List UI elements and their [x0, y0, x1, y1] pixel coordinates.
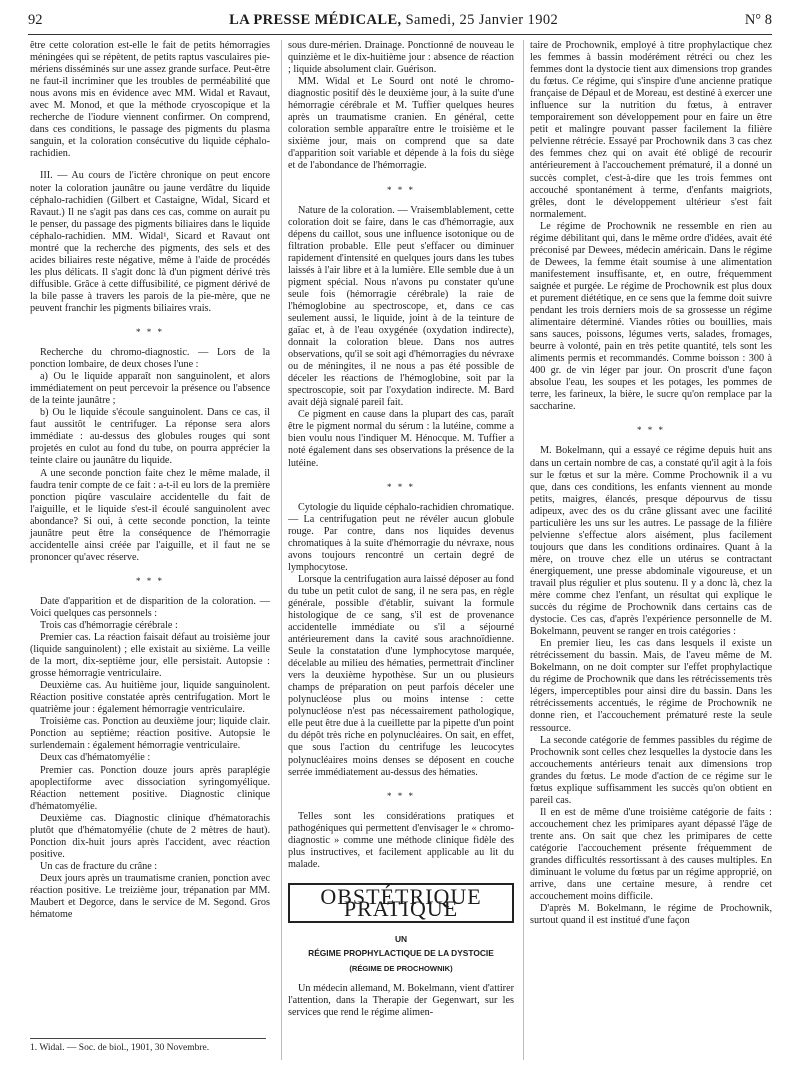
paragraph: Premier cas. Ponction douze jours après paraplégie apoplectiforme avec dissociation syringomyélique. Réaction nettement positive. Diagnostic clinique d'hématomyélie. [30, 764, 270, 812]
subsection-heading: Cytologie du liquide céphalo-rachidien chromatique. — La centrifugation peut ne révéler aucun globule rouge. Par contre, dans nos liquides devenus chromatiques à la suite d'hémorragie du névraxe, nous avons toujours rencontré un certain degré de lymphocytose. [288, 501, 514, 573]
paragraph: Deux cas d'hématomyélie : [40, 752, 151, 764]
paragraph: A une seconde ponction faite chez le même malade, il faudra tenir compte de ce fait : a-t-il eu lors de la première ponction piqûre vasculaire accidentelle du fait de l'aiguille, et le liquide s'est-il écoulé sanguinolent avec abondance? Si oui, à cette seconde ponction, la teinte jaunâtre peut être la conséquence de l'hémorragie accidentelle ainsi créée par l'aiguille, et il faut ne se prononcer qu'avec réserve. [30, 467, 270, 563]
section-banner: OBSTÉTRIQUE PRATIQUE [288, 883, 514, 923]
section-separator: * * * [637, 425, 665, 436]
paragraph: Troisième cas. Ponction au deuxième jour; liquide clair. Ponction au septième; réaction positive. Autopsie le surlendemain : également hémorragie ventriculaire. [30, 716, 270, 752]
paragraph: Trois cas d'hémorragie cérébrale : [40, 619, 178, 631]
paragraph: Premier cas. La réaction faisait défaut au troisième jour (liquide sanguinolent) ; elle existait au sixième. La veille de la mort, dix-septième jour, elle persistait. Autopsie : grosse hémorragie ventriculaire. [30, 632, 270, 680]
page-number: 92 [28, 12, 43, 28]
footnote: 1. Widal. — Soc. de biol., 1901, 30 Novembre. [30, 1038, 266, 1053]
subsection-heading: Recherche du chromo-diagnostic. — Lors de la ponction lombaire, de deux choses l'une : [30, 347, 270, 371]
section-separator: * * * [136, 327, 164, 338]
paragraph: Telles sont les considérations pratiques et pathogéniques qui permettent d'envisager le « chromo-diagnostic » comme une méthode clinique fidèle des plus instructives, et facilement applicable au lit du malade. [288, 810, 514, 870]
subsection-heading: Nature de la coloration. — Vraisemblablement, cette coloration doit se faire, dans le cas d'hémorragie, aux dépens du caillot, sous une influence isotonique ou de filtration probable. Elle peut s'effacer ou diminuer rapidement d'intensité en quelques jours dans les tubes laissés à l'air libre et à la lumière. Elle semble due à un pigment spécial. Nous n'avons pu constater qu'une seule fois (hémorragie cérébrale) la raie de l'hémoglobine au spectroscope, et, dans ce cas seulement aussi, le liquide, joint à de la teinture de gaïac et, à de l'eau oxygénée (oxydation indirecte), donnait la coloration bleue. Dans nos autres observations, qu'il se soit agi d'hémorragies du névraxe ou de méningites, il ne nous a pas été possible de déceler les réactions de l'hémoglobine, soit par la spectroscopie, soit par l'oxydation indirecte. M. Bard avait déjà signalé pareil fait. [288, 204, 514, 409]
column-middle [288, 40, 514, 1019]
section-separator: * * * [136, 575, 164, 586]
paragraph: III. — Au cours de l'ictère chronique on peut encore noter la coloration jaunâtre ou jaune verdâtre du liquide céphalo-rachidien (Gilbert et Castaigne, Widal, Sicard et Ravaut.) Il ne s'agit pas dans ces cas, comme on aurait pu le penser, du passage des pigments biliaires dans le liquide céphalo-rachidien. MM. Widal¹, Sicard et Ravaut ont montré que la recherche des pigments, des sels et des acides biliaires reste négative, même à l'aide de procédés les plus délicats. Il s'agit donc là d'un pigment dérivé très diffusible. Grâce à cette diffusibilité, ce pigment dérivé de la bile passe à travers les parois de la pie-mère, que ne peuvent franchir les pigments biliaires vrais. [30, 170, 270, 314]
paragraph: MM. Widal et Le Sourd ont noté le chromo-diagnostic positif dès le deuxième jour, à la suite d'une hémorragie cérébrale et M. Tuffier quelques heures après un traumatisme cranien. En général, cette coloration semble apparaître entre le troisième et le sixième jour, mais on comprend que sa date d'apparition soit variable et dépende à la fois du siège et de l'abondance de l'hémorragie. [288, 76, 514, 172]
paragraph: taire de Prochownik, employé à titre prophylactique chez les femmes à bassin modérément rétréci ou chez les femmes dont la dystocie tient aux dimensions trop grandes du fœtus. Ce régime, qui s'inspire d'une ancienne pratique française de Dépaul et de Moreau, est destiné à exercer une influence sur la nutrition du fœtus, à entraver temporairement son développement pour en faire un être petit et malingre pouvant passer facilement la filière pelvienne rétrécie. Essayé par Prochownik dans 3 cas chez des femmes chez qui on avait été obligé de recourir antérieurement à l'accouchement prématuré, il a donné un succès complet, c'est-à-dire que les trois femmes ont accouché spontanément à terme, d'enfants maigriots, grêles, dont le développement ultérieur s'est fait normalement. [530, 40, 772, 220]
journal-title: LA PRESSE MÉDICALE, [229, 12, 402, 28]
paragraph: Deuxième cas. Diagnostic clinique d'hématorachis plutôt que d'hématomyélie (chute de 2 mètres de haut). Ponction dix-huit jours après l'accident, avec réaction positive. [30, 812, 270, 860]
paragraph: La seconde catégorie de femmes passibles du régime de Prochownik sont celles chez lesquelles la dystocie dans les accouchements antérieurs tenait aux dimensions trop grandes du fœtus. Le mode d'action de ce régime sur le fœtus explique suffisamment les succès qu'on obtient en pareil cas. [530, 734, 772, 806]
paragraph: Il en est de même d'une troisième catégorie de faits : accouchement chez les primipares ayant dépassé l'âge de trente ans. On sait que chez les primipares de cette catégorie l'accouchement présente fréquemment de grandes difficultés ressortissant à des causes multiples. En diminuant le volume du fœtus par un régime approprié, on arrive, dans une certaine mesure, à rendre cet accouchement moins difficile. [530, 806, 772, 903]
paragraph: M. Bokelmann, qui a essayé ce régime depuis huit ans dans un certain nombre de cas, a constaté qu'il agit à la fois sur le fœtus et sur la mère. Comme Prochownik il a vu que, dans ces conditions, les enfants viennent au monde petits, maigres, élancés, presque dépourvus de tissu adipeux, avec des os du crâne glissant avec une facilité particulière les uns sur les autres. Le passage de la filière pelvienne s'effectue alors aisément, plus facilement toujours que dans les conditions ordinaires. Quant à la mère, on trouve chez elle un utérus se contractant énergiquement, une presse abdominale vigoureuse, et un travail plus régulier et plus soutenu. Il y a donc là, chez la mère comme chez l'enfant, un résultat qui explique le succès du régime de Prochownik dans certains cas de dystocie. Ces cas, d'après l'expérience personnelle de M. Bokelmann, peuvent se ranger en trois catégories : [530, 445, 772, 638]
column-right [530, 40, 772, 927]
paragraph: Deux jours après un traumatisme cranien, ponction avec réaction positive. Le treizième jour, trépanation par MM. Maubert et Degorce, dans le service de M. Segond. Gros hématome [30, 872, 270, 921]
subsection-heading: Date d'apparition et de disparition de la coloration. — Voici quelques cas personnels : [30, 595, 270, 619]
column-divider [281, 40, 282, 1060]
article-title: RÉGIME PROPHYLACTIQUE DE LA DYSTOCIE [308, 948, 494, 958]
page-header [28, 12, 772, 35]
issue-date: Samedi, 25 Janvier 1902 [405, 12, 559, 28]
masthead [229, 12, 558, 29]
paragraph: D'après M. Bokelmann, le régime de Prochownik, surtout quand il est institué d'une façon [530, 903, 772, 927]
paragraph: Ce pigment en cause dans la plupart des cas, paraît être le pigment normal du sérum : la lutéine, comme a bien voulu nous l'indiquer M. Hénocque. M. Tuffier a noté également dans ses observations la présence de la lutéine. [288, 409, 514, 469]
paragraph: Un médecin allemand, M. Bokelmann, vient d'attirer l'attention, dans la Therapie der Gegenwart, sur les services que rend le régime alimen- [288, 983, 514, 1019]
article-subtitle: (RÉGIME DE PROCHOWNIK) [349, 964, 453, 974]
paragraph: b) Ou le liquide s'écoule sanguinolent. Dans ce cas, il faut aussitôt le centrifuger. La réponse sera alors immédiate : au-dessus des globules rouges qui sont projetés en culot au fond du tube, on pourra apprécier la teinte claire ou jaunâtre du liquide. [30, 407, 270, 467]
paragraph: a) Ou le liquide apparaît non sanguinolent, et alors immédiatement on peut percevoir la présence ou l'absence de la teinte jaunâtre ; [30, 371, 270, 407]
issue-number: N° 8 [744, 12, 772, 28]
paragraph: Le régime de Prochownik ne ressemble en rien au régime débilitant qui, dans le même ordre d'idées, avait été préconisé par Dewees, médecin américain. Dans le régime de Dewees, la femme était soumise à une alimentation manifestement insuffisante, et, en outre, fréquemment saignée et purgée. Le régime de Prochownik est plus doux et purement diététique, en ce sens que la femme doit suivre pendant les trois derniers mois de sa grossesse un régime alimentaire déterminé. Viandes rôties ou bouillies, mais sans sauces, poissons, légumes verts, salades, fromages, beurre à volonté, pain en très petite quantité, tels sont les aliments permis et recommandés. Comme boisson : 300 à 400 gr. de vin léger par jour. On proscrit d'une façon absolue l'eau, les soupes et les potages, les pommes de terre, les farineux, la bière, le sucre qu'on remplace par la saccharine. [530, 220, 772, 413]
section-separator: * * * [387, 790, 415, 801]
article-kicker: UN [394, 933, 408, 944]
section-separator: * * * [387, 481, 415, 492]
paragraph: En premier lieu, les cas dans lesquels il existe un rétrécissement du bassin. Mais, de l'aveu même de M. Bokelmann, on ne doit compter sur l'effet prophylactique du régime de Prochownik que dans les rétrécissements très légers, imperceptibles pour ainsi dire du bassin. Dans les rétrécissements accentués, le régime de Prochownik ne donne rien, et l'accouchement prématuré reste la seule ressource. [530, 638, 772, 734]
paragraph: Deuxième cas. Au huitième jour, liquide sanguinolent. Réaction positive constatée après centrifugation. Mort le quatrième jour : également hémorragie ventriculaire. [30, 680, 270, 716]
paragraph: sous dure-mérien. Drainage. Ponctionné de nouveau le quinzième et le dix-huitième jour : absence de réaction ; liquide absolument clair. Guérison. [288, 40, 514, 76]
column-divider [523, 40, 524, 1060]
paragraph: être cette coloration est-elle le fait de petits hémorragies méningées qui se répètent, de petits raptus vasculaires pie-mériens disséminés sur une assez grande surface. Peut-être ne faut-il incriminer que les troubles de perméabilité que nous avons mis en évidence avec MM. Widal et Ravaut, avec M. Monod, et que la méthode cryoscopique et la recherche de l'iodure viennent confirmer. On comprend, dans ces conditions, le passage des pigments du plasma sanguin, et la coloration consécutive du liquide céphalo-rachidien. [30, 40, 270, 160]
section-separator: * * * [387, 184, 415, 195]
paragraph: Un cas de fracture du crâne : [40, 860, 158, 872]
column-left [30, 40, 270, 921]
paragraph: Lorsque la centrifugation aura laissé déposer au fond du tube un petit culot de sang, il ne sera pas, en règle générale, possible d'établir, suivant la formule histologique de ce sang, s'il est de provenance accidentelle immédiate ou s'il a séjourné antérieurement dans la cavité sous arachnoïdienne. Seule la constatation d'une lymphocytose marquée, décelable au milieu des hématies, permettrait d'incliner vers la deuxième hypothèse. Sur un ou plusieurs champs de préparation on peut parfois déceler une polynucléose plus ou moins intense : cette polynucléose n'est pas nécessairement pathologique, elle peut être due à la cueillette par la pipette d'un point du dépôt très riche en polynucléaires. On sait, en effet, que sous l'action du centrifuge les leucocytes polynucléaires moins denses se déposent en couche serrée immédiatement au-dessus des hématies. [288, 573, 514, 778]
